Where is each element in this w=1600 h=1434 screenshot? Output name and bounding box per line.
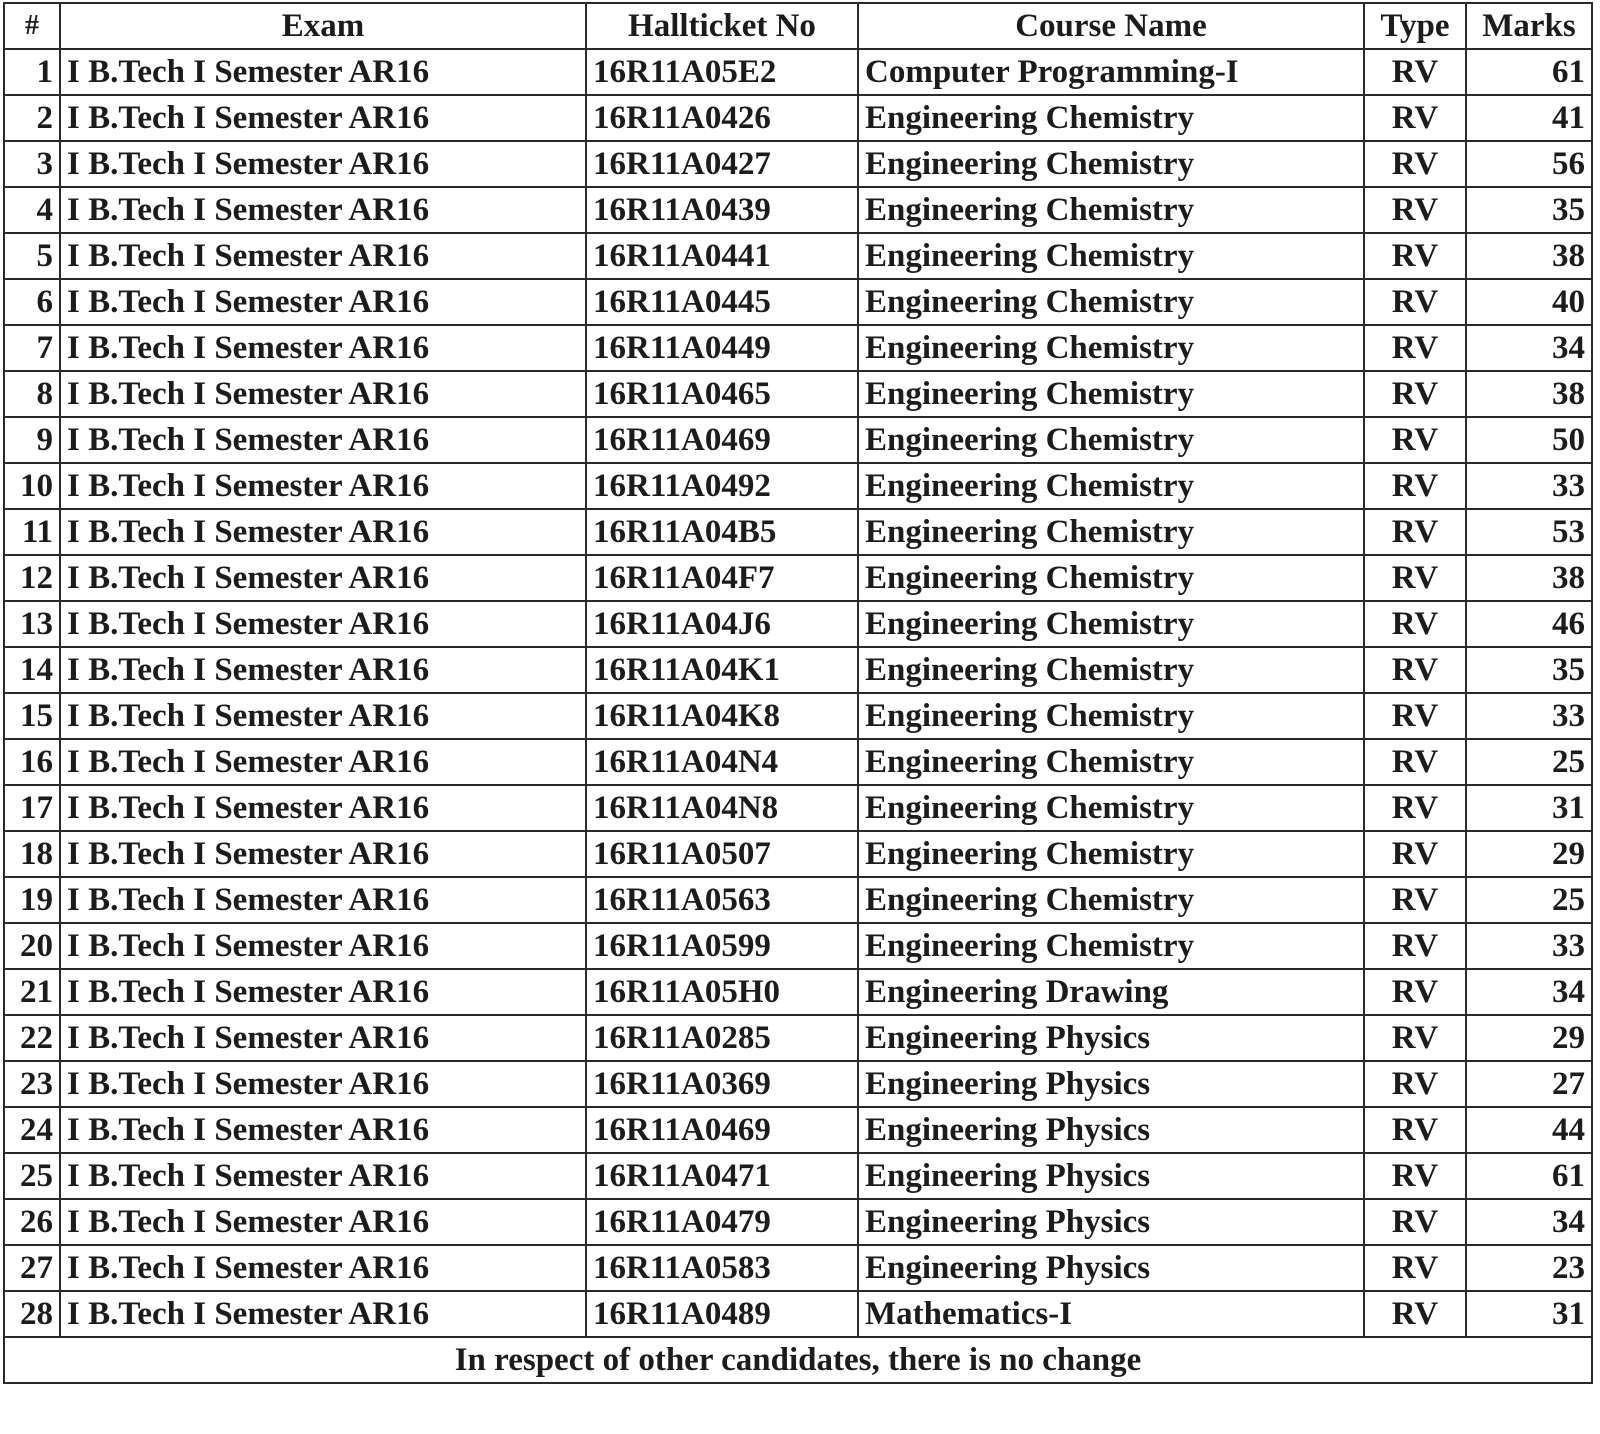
cell-exam: I B.Tech I Semester AR16 [60,969,586,1015]
cell-course: Engineering Chemistry [858,647,1364,693]
cell-course: Engineering Chemistry [858,739,1364,785]
cell-type: RV [1364,417,1466,463]
cell-marks: 29 [1466,831,1592,877]
table-row [4,647,1592,693]
cell-num: 12 [4,555,60,601]
cell-course: Engineering Chemistry [858,555,1364,601]
cell-hallticket: 16R11A0427 [586,141,858,187]
table-header [4,3,1592,49]
table-row [4,1245,1592,1291]
cell-course: Engineering Physics [858,1245,1364,1291]
table-row [4,509,1592,555]
table-row [4,371,1592,417]
cell-marks: 46 [1466,601,1592,647]
cell-num: 2 [4,95,60,141]
cell-course: Engineering Chemistry [858,509,1364,555]
cell-course: Engineering Drawing [858,969,1364,1015]
cell-hallticket: 16R11A0285 [586,1015,858,1061]
cell-exam: I B.Tech I Semester AR16 [60,95,586,141]
cell-type: RV [1364,371,1466,417]
cell-exam: I B.Tech I Semester AR16 [60,647,586,693]
cell-num: 11 [4,509,60,555]
cell-exam: I B.Tech I Semester AR16 [60,601,586,647]
cell-num: 17 [4,785,60,831]
header-num: # [4,3,60,49]
cell-marks: 41 [1466,95,1592,141]
cell-num: 9 [4,417,60,463]
table-row [4,1015,1592,1061]
cell-exam: I B.Tech I Semester AR16 [60,1015,586,1061]
cell-hallticket: 16R11A0469 [586,1107,858,1153]
cell-num: 23 [4,1061,60,1107]
cell-num: 24 [4,1107,60,1153]
cell-type: RV [1364,739,1466,785]
cell-hallticket: 16R11A0439 [586,187,858,233]
cell-marks: 38 [1466,371,1592,417]
table-row [4,141,1592,187]
footer-row [4,1337,1592,1383]
cell-type: RV [1364,601,1466,647]
cell-course: Engineering Physics [858,1153,1364,1199]
cell-type: RV [1364,49,1466,95]
table-row [4,831,1592,877]
cell-hallticket: 16R11A0471 [586,1153,858,1199]
table-row [4,1199,1592,1245]
cell-num: 20 [4,923,60,969]
cell-num: 26 [4,1199,60,1245]
cell-exam: I B.Tech I Semester AR16 [60,233,586,279]
cell-marks: 33 [1466,923,1592,969]
cell-type: RV [1364,509,1466,555]
cell-num: 14 [4,647,60,693]
cell-exam: I B.Tech I Semester AR16 [60,1291,586,1337]
cell-type: RV [1364,325,1466,371]
cell-exam: I B.Tech I Semester AR16 [60,1199,586,1245]
cell-marks: 33 [1466,693,1592,739]
cell-marks: 34 [1466,1199,1592,1245]
table-row [4,49,1592,95]
cell-exam: I B.Tech I Semester AR16 [60,555,586,601]
header-course: Course Name [858,3,1364,49]
table-row [4,325,1592,371]
cell-hallticket: 16R11A0583 [586,1245,858,1291]
table-body [4,49,1592,1337]
cell-num: 19 [4,877,60,923]
cell-marks: 61 [1466,49,1592,95]
cell-num: 21 [4,969,60,1015]
cell-marks: 38 [1466,233,1592,279]
cell-marks: 34 [1466,969,1592,1015]
cell-type: RV [1364,187,1466,233]
cell-hallticket: 16R11A0441 [586,233,858,279]
cell-course: Engineering Chemistry [858,233,1364,279]
cell-course: Engineering Chemistry [858,693,1364,739]
cell-type: RV [1364,95,1466,141]
cell-hallticket: 16R11A0369 [586,1061,858,1107]
cell-course: Engineering Chemistry [858,187,1364,233]
cell-course: Engineering Chemistry [858,877,1364,923]
cell-course: Engineering Physics [858,1015,1364,1061]
cell-hallticket: 16R11A0469 [586,417,858,463]
header-type: Type [1364,3,1466,49]
cell-hallticket: 16R11A04N4 [586,739,858,785]
cell-marks: 27 [1466,1061,1592,1107]
cell-course: Engineering Chemistry [858,371,1364,417]
cell-course: Engineering Physics [858,1061,1364,1107]
cell-hallticket: 16R11A04N8 [586,785,858,831]
header-exam: Exam [60,3,586,49]
table-footer [4,1337,1592,1383]
cell-type: RV [1364,647,1466,693]
cell-hallticket: 16R11A0492 [586,463,858,509]
cell-hallticket: 16R11A04K8 [586,693,858,739]
cell-marks: 53 [1466,509,1592,555]
cell-course: Engineering Chemistry [858,325,1364,371]
cell-hallticket: 16R11A0563 [586,877,858,923]
table-row [4,969,1592,1015]
cell-exam: I B.Tech I Semester AR16 [60,923,586,969]
cell-type: RV [1364,555,1466,601]
cell-course: Engineering Chemistry [858,785,1364,831]
cell-hallticket: 16R11A04J6 [586,601,858,647]
cell-type: RV [1364,1061,1466,1107]
cell-exam: I B.Tech I Semester AR16 [60,463,586,509]
cell-marks: 31 [1466,1291,1592,1337]
cell-marks: 29 [1466,1015,1592,1061]
cell-hallticket: 16R11A0445 [586,279,858,325]
cell-num: 13 [4,601,60,647]
cell-num: 22 [4,1015,60,1061]
cell-exam: I B.Tech I Semester AR16 [60,279,586,325]
cell-hallticket: 16R11A0449 [586,325,858,371]
cell-num: 18 [4,831,60,877]
cell-hallticket: 16R11A05H0 [586,969,858,1015]
cell-type: RV [1364,1199,1466,1245]
cell-exam: I B.Tech I Semester AR16 [60,325,586,371]
cell-exam: I B.Tech I Semester AR16 [60,1107,586,1153]
table-row [4,279,1592,325]
cell-course: Engineering Physics [858,1107,1364,1153]
cell-marks: 40 [1466,279,1592,325]
cell-marks: 33 [1466,463,1592,509]
cell-exam: I B.Tech I Semester AR16 [60,371,586,417]
cell-exam: I B.Tech I Semester AR16 [60,509,586,555]
cell-hallticket: 16R11A0599 [586,923,858,969]
cell-exam: I B.Tech I Semester AR16 [60,739,586,785]
cell-num: 25 [4,1153,60,1199]
cell-marks: 61 [1466,1153,1592,1199]
cell-exam: I B.Tech I Semester AR16 [60,877,586,923]
header-marks: Marks [1466,3,1592,49]
cell-marks: 31 [1466,785,1592,831]
table-row [4,187,1592,233]
cell-num: 28 [4,1291,60,1337]
cell-num: 1 [4,49,60,95]
cell-exam: I B.Tech I Semester AR16 [60,1061,586,1107]
cell-course: Engineering Chemistry [858,95,1364,141]
table-row [4,693,1592,739]
cell-type: RV [1364,1107,1466,1153]
cell-exam: I B.Tech I Semester AR16 [60,831,586,877]
cell-exam: I B.Tech I Semester AR16 [60,693,586,739]
cell-marks: 23 [1466,1245,1592,1291]
cell-type: RV [1364,1153,1466,1199]
table-row [4,601,1592,647]
table-row [4,417,1592,463]
cell-exam: I B.Tech I Semester AR16 [60,417,586,463]
cell-course: Engineering Chemistry [858,417,1364,463]
cell-marks: 35 [1466,647,1592,693]
table-row [4,923,1592,969]
cell-course: Engineering Chemistry [858,923,1364,969]
cell-num: 5 [4,233,60,279]
cell-course: Engineering Chemistry [858,463,1364,509]
cell-course: Engineering Physics [858,1199,1364,1245]
table-row [4,739,1592,785]
cell-type: RV [1364,923,1466,969]
cell-course: Engineering Chemistry [858,601,1364,647]
cell-hallticket: 16R11A0426 [586,95,858,141]
cell-exam: I B.Tech I Semester AR16 [60,49,586,95]
cell-hallticket: 16R11A0489 [586,1291,858,1337]
cell-type: RV [1364,233,1466,279]
cell-hallticket: 16R11A0507 [586,831,858,877]
cell-marks: 44 [1466,1107,1592,1153]
table-row [4,555,1592,601]
cell-hallticket: 16R11A04K1 [586,647,858,693]
cell-hallticket: 16R11A04B5 [586,509,858,555]
cell-num: 4 [4,187,60,233]
cell-num: 3 [4,141,60,187]
header-row [4,3,1592,49]
cell-type: RV [1364,969,1466,1015]
cell-type: RV [1364,1245,1466,1291]
results-table [3,2,1593,1384]
cell-hallticket: 16R11A0465 [586,371,858,417]
cell-exam: I B.Tech I Semester AR16 [60,785,586,831]
cell-hallticket: 16R11A04F7 [586,555,858,601]
table-row [4,1291,1592,1337]
cell-marks: 34 [1466,325,1592,371]
cell-exam: I B.Tech I Semester AR16 [60,1153,586,1199]
cell-type: RV [1364,785,1466,831]
cell-course: Engineering Chemistry [858,831,1364,877]
cell-type: RV [1364,693,1466,739]
cell-course: Computer Programming-I [858,49,1364,95]
table-row [4,1153,1592,1199]
cell-type: RV [1364,463,1466,509]
cell-marks: 38 [1466,555,1592,601]
cell-marks: 25 [1466,877,1592,923]
cell-hallticket: 16R11A0479 [586,1199,858,1245]
cell-exam: I B.Tech I Semester AR16 [60,141,586,187]
cell-num: 8 [4,371,60,417]
cell-exam: I B.Tech I Semester AR16 [60,1245,586,1291]
cell-type: RV [1364,141,1466,187]
table-row [4,877,1592,923]
results-sheet [3,2,1591,1432]
cell-marks: 25 [1466,739,1592,785]
table-row [4,785,1592,831]
cell-num: 6 [4,279,60,325]
cell-num: 27 [4,1245,60,1291]
table-row [4,233,1592,279]
cell-type: RV [1364,877,1466,923]
footer-note: In respect of other candidates, there is no change [4,1337,1592,1383]
cell-type: RV [1364,1291,1466,1337]
cell-type: RV [1364,1015,1466,1061]
cell-marks: 56 [1466,141,1592,187]
cell-course: Engineering Chemistry [858,141,1364,187]
cell-marks: 35 [1466,187,1592,233]
cell-type: RV [1364,831,1466,877]
table-row [4,1107,1592,1153]
cell-num: 15 [4,693,60,739]
cell-course: Engineering Chemistry [858,279,1364,325]
cell-num: 16 [4,739,60,785]
cell-type: RV [1364,279,1466,325]
table-row [4,95,1592,141]
cell-num: 7 [4,325,60,371]
table-row [4,1061,1592,1107]
cell-marks: 50 [1466,417,1592,463]
header-hallticket: Hallticket No [586,3,858,49]
table-row [4,463,1592,509]
cell-hallticket: 16R11A05E2 [586,49,858,95]
cell-course: Mathematics-I [858,1291,1364,1337]
cell-num: 10 [4,463,60,509]
cell-exam: I B.Tech I Semester AR16 [60,187,586,233]
